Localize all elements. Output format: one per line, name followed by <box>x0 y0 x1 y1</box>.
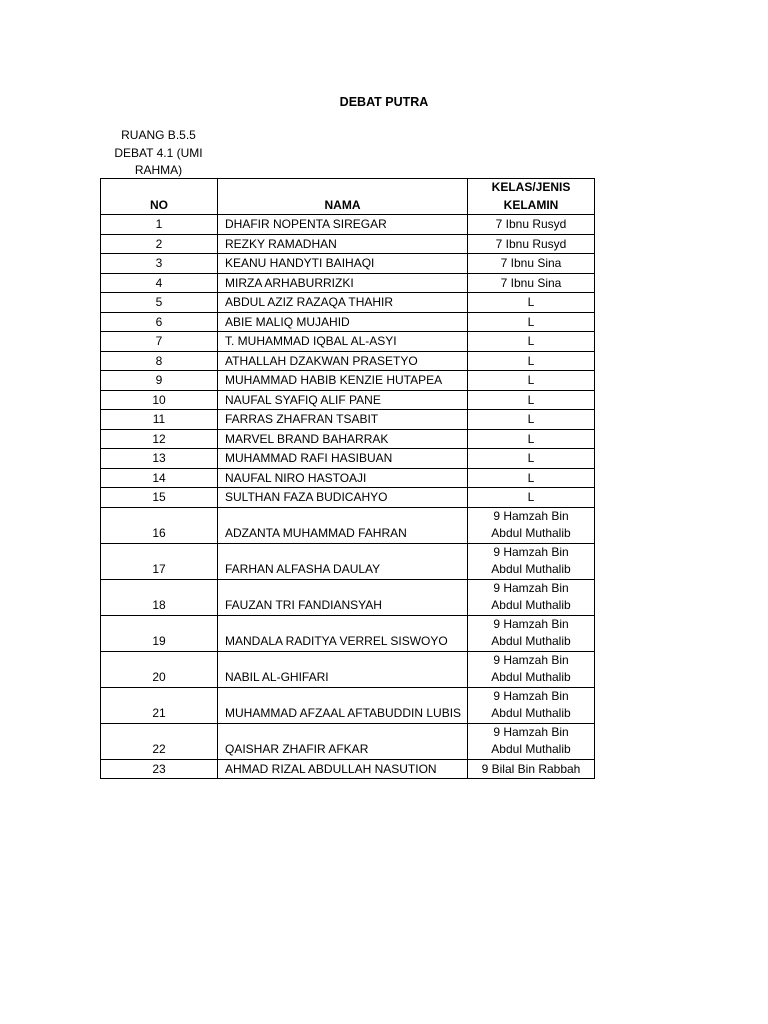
document-title: DEBAT PUTRA <box>339 95 429 109</box>
row-number: 14 <box>101 468 218 488</box>
header-nama: NAMA <box>218 179 468 215</box>
participant-table <box>100 178 595 779</box>
row-number: 11 <box>101 410 218 430</box>
class-gender-line: 9 Hamzah Bin <box>493 616 569 631</box>
table-row <box>101 449 595 469</box>
student-name: FAUZAN TRI FANDIANSYAH <box>218 579 468 615</box>
class-gender <box>468 615 595 651</box>
table-row <box>101 293 595 313</box>
row-number: 19 <box>101 615 218 651</box>
class-gender-line: L <box>527 490 535 504</box>
class-gender <box>468 507 595 543</box>
table-row <box>101 723 595 759</box>
class-gender-line: L <box>527 295 535 309</box>
row-number: 16 <box>101 507 218 543</box>
student-name: NAUFAL NIRO HASTOAJI <box>218 468 468 488</box>
class-gender <box>468 543 595 579</box>
row-number: 15 <box>101 488 218 508</box>
header-no: NO <box>101 179 218 215</box>
class-gender <box>468 759 595 779</box>
class-gender-line: L <box>527 334 535 348</box>
class-gender <box>468 651 595 687</box>
row-number: 13 <box>101 449 218 469</box>
class-gender <box>468 351 595 371</box>
table-row <box>101 507 595 543</box>
table-header-row <box>101 179 595 215</box>
student-name: ADZANTA MUHAMMAD FAHRAN <box>218 507 468 543</box>
room-line: DEBAT 4.1 (UMI <box>114 145 203 160</box>
student-name: MANDALA RADITYA VERREL SISWOYO <box>218 615 468 651</box>
class-gender-line: Abdul Muthalib <box>491 706 571 720</box>
row-number: 7 <box>101 332 218 352</box>
class-gender <box>468 687 595 723</box>
student-name: DHAFIR NOPENTA SIREGAR <box>218 215 468 235</box>
class-gender <box>468 410 595 430</box>
table-row <box>101 215 595 235</box>
row-number: 9 <box>101 371 218 391</box>
row-number: 8 <box>101 351 218 371</box>
row-number: 3 <box>101 254 218 274</box>
table-row <box>101 759 595 779</box>
class-gender <box>468 449 595 469</box>
table-row <box>101 332 595 352</box>
class-gender-line: Abdul Muthalib <box>491 562 571 576</box>
header-kelas-line: KELAS/JENIS <box>491 180 571 194</box>
class-gender-line: 7 Ibnu Sina <box>500 275 562 290</box>
class-gender <box>468 429 595 449</box>
class-gender-line: 9 Hamzah Bin <box>493 652 569 667</box>
table-row <box>101 468 595 488</box>
student-name: ATHALLAH DZAKWAN PRASETYO <box>218 351 468 371</box>
student-name: MIRZA ARHABURRIZKI <box>218 273 468 293</box>
row-number: 1 <box>101 215 218 235</box>
row-number: 21 <box>101 687 218 723</box>
class-gender-line: L <box>527 373 535 387</box>
student-name: ABDUL AZIZ RAZAQA THAHIR <box>218 293 468 313</box>
student-name: NAUFAL SYAFIQ ALIF PANE <box>218 390 468 410</box>
table-row <box>101 273 595 293</box>
student-name: ABIE MALIQ MUJAHID <box>218 312 468 332</box>
table-row <box>101 615 595 651</box>
class-gender <box>468 468 595 488</box>
class-gender-line: Abdul Muthalib <box>491 670 571 684</box>
class-gender-line: L <box>527 451 535 465</box>
room-line: RUANG B.5.5 <box>121 128 196 142</box>
student-name: MUHAMMAD HABIB KENZIE HUTAPEA <box>218 371 468 391</box>
table-row <box>101 488 595 508</box>
table-row <box>101 651 595 687</box>
row-number: 12 <box>101 429 218 449</box>
table-row <box>101 579 595 615</box>
student-name: MUHAMMAD AFZAAL AFTABUDDIN LUBIS <box>218 687 468 723</box>
class-gender <box>468 234 595 254</box>
class-gender-line: 9 Hamzah Bin <box>493 544 569 559</box>
class-gender <box>468 390 595 410</box>
class-gender <box>468 215 595 235</box>
class-gender-line: Abdul Muthalib <box>491 634 571 648</box>
header-kelas <box>468 179 595 215</box>
class-gender <box>468 293 595 313</box>
table-row <box>101 687 595 723</box>
class-gender-line: Abdul Muthalib <box>491 526 571 540</box>
table-row <box>101 410 595 430</box>
student-name: MARVEL BRAND BAHARRAK <box>218 429 468 449</box>
student-name: REZKY RAMADHAN <box>218 234 468 254</box>
class-gender-line: Abdul Muthalib <box>491 598 571 612</box>
class-gender-line: 7 Ibnu Sina <box>500 256 562 270</box>
table-row <box>101 351 595 371</box>
row-number: 4 <box>101 273 218 293</box>
class-gender-line: L <box>527 431 535 446</box>
class-gender-line: L <box>527 314 535 329</box>
row-number: 2 <box>101 234 218 254</box>
table-row <box>101 254 595 274</box>
class-gender <box>468 579 595 615</box>
student-name: KEANU HANDYTI BAIHAQI <box>218 254 468 274</box>
student-name: FARRAS ZHAFRAN TSABIT <box>218 410 468 430</box>
class-gender <box>468 371 595 391</box>
row-number: 22 <box>101 723 218 759</box>
class-gender-line: 9 Hamzah Bin <box>493 724 569 739</box>
class-gender-line: 9 Hamzah Bin <box>493 580 569 595</box>
row-number: 20 <box>101 651 218 687</box>
class-gender-line: 7 Ibnu Rusyd <box>495 217 567 231</box>
class-gender-line: 9 Hamzah Bin <box>493 688 569 703</box>
student-name: SULTHAN FAZA BUDICAHYO <box>218 488 468 508</box>
class-gender-line: 9 Hamzah Bin <box>493 508 569 523</box>
table-row <box>101 371 595 391</box>
student-name: AHMAD RIZAL ABDULLAH NASUTION <box>218 759 468 779</box>
class-gender-line: L <box>527 470 535 485</box>
class-gender-line: 7 Ibnu Rusyd <box>495 236 567 251</box>
class-gender <box>468 312 595 332</box>
student-name: T. MUHAMMAD IQBAL AL-ASYI <box>218 332 468 352</box>
row-number: 17 <box>101 543 218 579</box>
student-name: NABIL AL-GHIFARI <box>218 651 468 687</box>
table-row <box>101 234 595 254</box>
header-kelas-line: KELAMIN <box>503 197 559 212</box>
class-gender-line: L <box>527 412 535 426</box>
table-row <box>101 429 595 449</box>
table-row <box>101 543 595 579</box>
class-gender <box>468 488 595 508</box>
row-number: 23 <box>101 759 218 779</box>
table-row <box>101 312 595 332</box>
class-gender-line: 9 Bilal Bin Rabbah <box>481 761 581 776</box>
row-number: 18 <box>101 579 218 615</box>
row-number: 5 <box>101 293 218 313</box>
class-gender <box>468 723 595 759</box>
class-gender <box>468 273 595 293</box>
row-number: 6 <box>101 312 218 332</box>
row-number: 10 <box>101 390 218 410</box>
class-gender <box>468 332 595 352</box>
class-gender-line: L <box>527 392 535 407</box>
class-gender <box>468 254 595 274</box>
student-name: FARHAN ALFASHA DAULAY <box>218 543 468 579</box>
class-gender-line: L <box>527 353 535 368</box>
class-gender-line: Abdul Muthalib <box>491 742 571 756</box>
student-name: MUHAMMAD RAFI HASIBUAN <box>218 449 468 469</box>
room-info <box>100 127 217 180</box>
room-line: RAHMA) <box>134 163 183 177</box>
table-row <box>101 390 595 410</box>
student-name: QAISHAR ZHAFIR AFKAR <box>218 723 468 759</box>
